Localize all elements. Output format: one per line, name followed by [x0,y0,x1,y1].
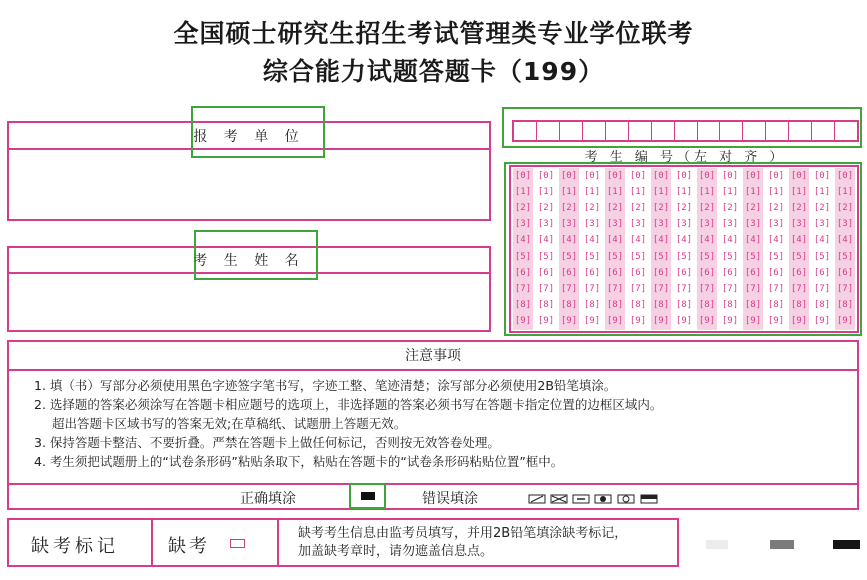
exam-id-bubble[interactable]: [8] [537,300,555,311]
exam-id-bubble[interactable]: [7] [721,283,739,294]
exam-id-bubble[interactable]: [9] [697,314,717,330]
exam-id-bubble[interactable]: [0] [605,168,625,184]
exam-id-bubble[interactable]: [5] [697,249,717,265]
exam-id-bubble[interactable]: [2] [513,200,533,216]
exam-id-bubble[interactable]: [7] [651,281,671,297]
name-label: 考 生 姓 名 [193,253,305,269]
exam-id-bubble[interactable]: [2] [697,200,717,216]
notice-line-1: 1. 填（书）写部分必须使用黑色字迹签字笔书写，字迹工整、笔迹清楚；涂写部分必须使用2B铅笔填涂。 [34,378,617,393]
exam-id-bubble[interactable]: [3] [789,217,809,233]
exam-id-bubble[interactable]: [8] [835,298,855,314]
exam-id-bubble[interactable]: [7] [767,283,785,294]
exam-id-bubble[interactable]: [9] [559,314,579,330]
exam-id-bubble[interactable]: [4] [813,235,831,246]
exam-id-bubble[interactable]: [2] [605,200,625,216]
exam-id-bubble[interactable]: [5] [629,251,647,262]
exam-id-bubble[interactable]: [1] [513,184,533,200]
exam-id-bubble[interactable]: [0] [651,168,671,184]
exam-id-bubble[interactable]: [7] [629,283,647,294]
exam-id-bubble[interactable]: [5] [537,251,555,262]
correct-fill-mark-icon [361,492,375,500]
exam-id-bubble[interactable]: [1] [675,186,693,197]
exam-id-bubble[interactable]: [3] [537,219,555,230]
exam-id-bubble[interactable]: [5] [835,249,855,265]
exam-id-bubble[interactable]: [2] [743,200,763,216]
exam-id-bubble[interactable]: [4] [537,235,555,246]
exam-id-bubble[interactable]: [8] [605,298,625,314]
exam-id-bubble[interactable]: [9] [813,316,831,327]
exam-id-bubble[interactable]: [8] [721,300,739,311]
exam-id-bubble[interactable]: [4] [789,233,809,249]
wrong-fill-label: 错误填涂 [422,491,478,507]
absent-note [298,525,627,561]
exam-id-bubble[interactable]: [3] [559,217,579,233]
exam-id-bubble[interactable]: [3] [629,219,647,230]
exam-id-bubble[interactable]: [5] [743,249,763,265]
exam-id-bubble[interactable]: [0] [583,170,601,181]
exam-id-bubble[interactable]: [5] [605,249,625,265]
exam-id-bubble[interactable]: [0] [743,168,763,184]
notice-title: 注意事项 [405,348,461,364]
exam-id-bubble[interactable]: [8] [583,300,601,311]
exam-id-bubble[interactable]: [3] [605,217,625,233]
notice-line-2: 2. 选择题的答案必须涂写在答题卡相应题号的选项上，非选择题的答案必须书写在答题卡指定位置的边框区域内。 [34,397,663,412]
exam-id-bubble[interactable]: [1] [813,186,831,197]
exam-id-bubble[interactable]: [4] [559,233,579,249]
exam-id-bubble[interactable]: [3] [651,217,671,233]
exam-id-bubble[interactable]: [1] [789,184,809,200]
exam-id-bubble[interactable]: [0] [767,170,785,181]
exam-id-bubble[interactable]: [2] [559,200,579,216]
exam-id-bubble[interactable]: [3] [743,217,763,233]
exam-id-bubble[interactable]: [9] [835,314,855,330]
exam-id-bubble[interactable]: [0] [789,168,809,184]
exam-id-bubble[interactable]: [5] [559,249,579,265]
exam-id-bubble[interactable]: [4] [605,233,625,249]
exam-id-write-cells[interactable] [512,120,859,142]
exam-id-bubble[interactable]: [2] [813,202,831,213]
exam-id-bubble[interactable]: [2] [651,200,671,216]
exam-id-bubble[interactable]: [7] [813,283,831,294]
exam-id-bubble[interactable]: [5] [789,249,809,265]
title-line-2: 综合能力试题答题卡（199） [262,57,605,86]
exam-id-bubble[interactable]: [3] [697,217,717,233]
exam-id-bubble[interactable]: [7] [559,281,579,297]
exam-id-bubble[interactable]: [1] [537,186,555,197]
exam-id-bubble[interactable]: [5] [675,251,693,262]
exam-id-bubble[interactable]: [6] [789,265,809,281]
exam-id-bubble[interactable]: [7] [835,281,855,297]
exam-id-bubble[interactable]: [6] [675,267,693,278]
exam-id-bubble[interactable]: [1] [767,186,785,197]
exam-id-bubble[interactable]: [7] [743,281,763,297]
exam-id-bubble[interactable]: [4] [513,233,533,249]
exam-id-bubble[interactable]: [0] [835,168,855,184]
absent-mark-bubble[interactable] [230,539,245,548]
exam-id-bubble[interactable]: [4] [697,233,717,249]
exam-id-bubble[interactable]: [5] [767,251,785,262]
exam-id-label: 考 生 编 号（左 对 齐 ） [584,150,787,165]
exam-id-bubble[interactable]: [3] [583,219,601,230]
absent-mark-label: 缺考 [168,536,210,557]
exam-id-bubble[interactable]: [6] [559,265,579,281]
exam-id-bubble[interactable]: [9] [651,314,671,330]
absent-note-line-1: 缺考考生信息由监考员填写，并用2B铅笔填涂缺考标记， [298,526,628,541]
absent-label: 缺考标记 [31,536,119,557]
exam-id-bubble[interactable]: [1] [743,184,763,200]
exam-id-bubble[interactable]: [6] [513,265,533,281]
exam-id-bubble[interactable]: [8] [697,298,717,314]
exam-id-bubble[interactable]: [7] [513,281,533,297]
exam-id-bubble[interactable]: [2] [629,202,647,213]
exam-id-bubble[interactable]: [4] [629,235,647,246]
exam-id-bubble[interactable]: [0] [697,168,717,184]
exam-id-bubble[interactable]: [5] [583,251,601,262]
exam-id-bubble[interactable]: [5] [651,249,671,265]
title-line-1: 全国硕士研究生招生考试管理类专业学位联考 [173,19,694,48]
exam-id-bubble[interactable]: [7] [675,283,693,294]
exam-id-bubble[interactable]: [5] [721,251,739,262]
exam-id-bubble[interactable]: [2] [835,200,855,216]
correct-fill-label: 正确填涂 [240,491,296,507]
exam-id-bubble[interactable]: [8] [513,298,533,314]
exam-id-bubble[interactable]: [3] [767,219,785,230]
exam-id-bubble[interactable]: [7] [537,283,555,294]
exam-id-bubble[interactable]: [6] [835,265,855,281]
exam-id-bubble[interactable]: [9] [721,316,739,327]
exam-id-bubble[interactable]: [7] [605,281,625,297]
exam-id-bubble[interactable]: [7] [789,281,809,297]
exam-id-bubble[interactable]: [4] [835,233,855,249]
exam-id-bubble[interactable]: [6] [629,267,647,278]
exam-id-bubble[interactable]: [9] [537,316,555,327]
calibration-mark-dark [833,540,860,549]
exam-id-bubble[interactable]: [5] [513,249,533,265]
exam-id-bubble[interactable]: [6] [743,265,763,281]
exam-id-bubble[interactable]: [8] [675,300,693,311]
notice-line-3: 超出答题卡区域书写的答案无效;在草稿纸、试题册上答题无效。 [52,416,407,431]
exam-id-bubble[interactable]: [8] [813,300,831,311]
exam-id-bubble[interactable]: [8] [767,300,785,311]
exam-id-bubble[interactable]: [4] [675,235,693,246]
exam-id-bubble[interactable]: [3] [813,219,831,230]
exam-id-bubble[interactable]: [3] [835,217,855,233]
exam-id-bubble[interactable]: [1] [629,186,647,197]
unit-label: 报 考 单 位 [193,129,305,145]
exam-id-bubble[interactable]: [9] [675,316,693,327]
exam-id-bubble[interactable]: [1] [583,186,601,197]
exam-id-bubble[interactable]: [8] [629,300,647,311]
exam-id-bubble[interactable]: [0] [675,170,693,181]
exam-id-bubble[interactable]: [1] [605,184,625,200]
exam-id-bubble[interactable]: [2] [675,202,693,213]
exam-id-bubble[interactable]: [7] [583,283,601,294]
exam-id-bubble[interactable]: [8] [651,298,671,314]
exam-id-bubble[interactable]: [1] [835,184,855,200]
exam-id-bubble[interactable]: [9] [583,316,601,327]
exam-id-bubble[interactable]: [9] [513,314,533,330]
exam-id-bubble-grid [513,168,855,330]
exam-id-bubble[interactable]: [6] [813,267,831,278]
exam-id-bubble[interactable]: [6] [605,265,625,281]
exam-id-bubble[interactable]: [6] [721,267,739,278]
exam-id-bubble[interactable]: [0] [537,170,555,181]
exam-id-bubble[interactable]: [4] [583,235,601,246]
exam-id-bubble[interactable]: [5] [813,251,831,262]
exam-id-bubble[interactable]: [6] [697,265,717,281]
absent-note-line-2: 加盖缺考章时，请勿遮盖信息点。 [298,544,494,559]
exam-id-bubble[interactable]: [0] [513,168,533,184]
exam-id-bubble[interactable]: [8] [789,298,809,314]
exam-id-bubble[interactable]: [0] [721,170,739,181]
exam-id-bubble[interactable]: [9] [743,314,763,330]
exam-id-grid-box [509,165,859,333]
exam-id-bubble[interactable]: [0] [813,170,831,181]
exam-id-bubble[interactable]: [9] [789,314,809,330]
exam-id-bubble[interactable]: [6] [651,265,671,281]
exam-id-bubble[interactable]: [4] [767,235,785,246]
exam-id-bubble[interactable]: [2] [789,200,809,216]
exam-id-bubble[interactable]: [8] [559,298,579,314]
exam-id-bubble[interactable]: [9] [629,316,647,327]
exam-id-bubble[interactable]: [2] [767,202,785,213]
exam-id-bubble[interactable]: [6] [583,267,601,278]
exam-id-bubble[interactable]: [3] [675,219,693,230]
exam-id-bubble[interactable]: [1] [697,184,717,200]
notice-line-4: 3. 保持答题卡整洁、不要折叠。严禁在答题卡上做任何标记，否则按无效答卷处理。 [34,435,500,450]
exam-id-bubble[interactable]: [8] [743,298,763,314]
exam-id-bubble[interactable]: [4] [651,233,671,249]
exam-id-bubble[interactable]: [1] [651,184,671,200]
notice-line-5: 4. 考生须把试题册上的“试卷条形码”粘贴条取下，粘贴在答题卡的“试卷条形码粘贴位置”框中。 [34,454,564,469]
exam-id-bubble[interactable]: [7] [697,281,717,297]
calibration-mark-light [706,540,728,549]
exam-id-bubble[interactable]: [9] [767,316,785,327]
calibration-mark-medium [770,540,794,549]
exam-id-bubble[interactable]: [0] [559,168,579,184]
exam-id-bubble[interactable]: [4] [743,233,763,249]
exam-id-bubble[interactable]: [3] [721,219,739,230]
exam-id-bubble[interactable]: [9] [605,314,625,330]
exam-id-bubble[interactable]: [1] [559,184,579,200]
notice-list [34,376,834,471]
exam-id-bubble[interactable]: [3] [513,217,533,233]
exam-id-bubble[interactable]: [4] [721,235,739,246]
wrong-fill-marks-icon [528,493,668,505]
exam-id-bubble[interactable]: [0] [629,170,647,181]
exam-id-bubble[interactable]: [1] [721,186,739,197]
exam-id-bubble[interactable]: [6] [767,267,785,278]
wrong-fill-examples [528,490,668,502]
exam-id-bubble[interactable]: [6] [537,267,555,278]
exam-id-bubble[interactable]: [2] [721,202,739,213]
exam-id-bubble[interactable]: [2] [537,202,555,213]
exam-id-bubble[interactable]: [2] [583,202,601,213]
